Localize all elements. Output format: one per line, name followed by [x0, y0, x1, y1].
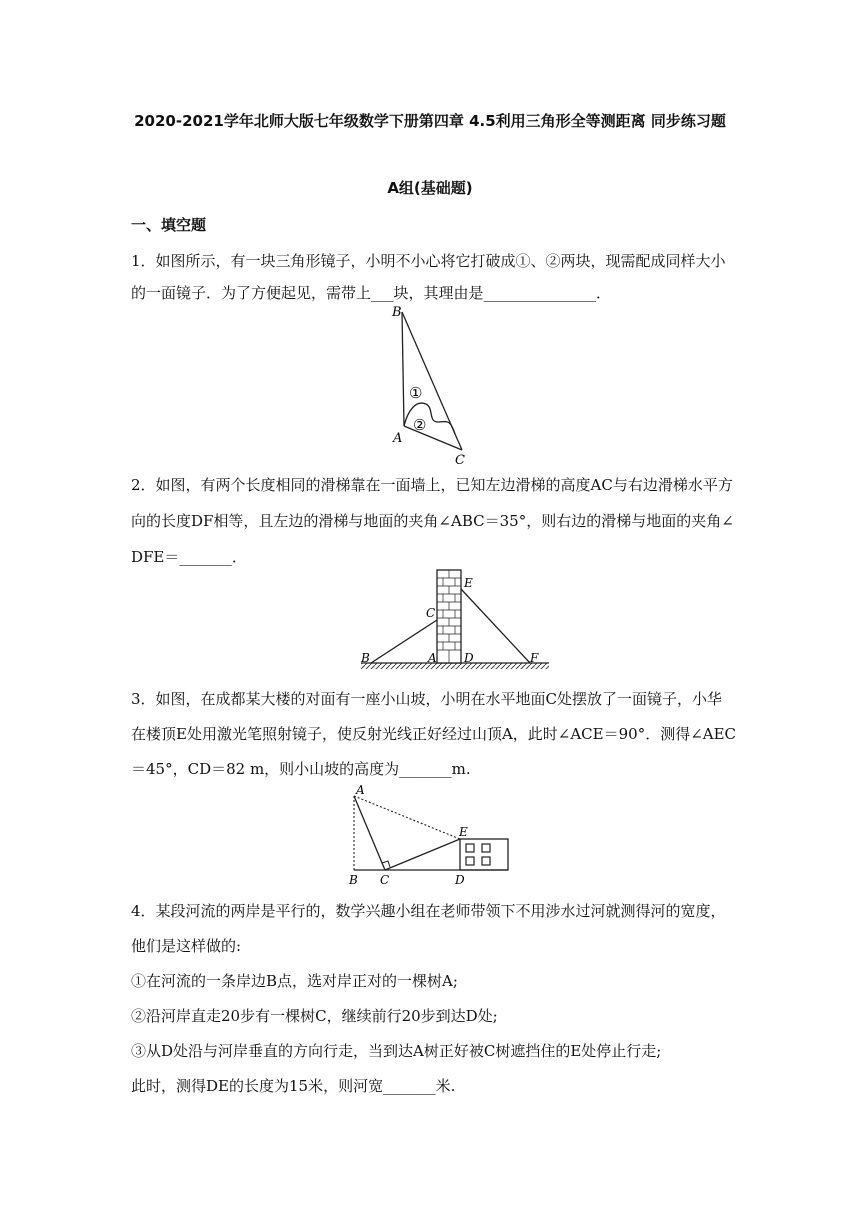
q3-line3: ＝45°，CD＝82 m，则小山坡的高度为_______m.: [131, 760, 471, 778]
group-heading: A组(基础题): [387, 179, 473, 197]
q1-label-piece1: ①: [409, 384, 423, 402]
q1-figure: [380, 300, 490, 470]
q4-step2: ②沿河岸直走20步有一棵树C，继续前行20步到达D处;: [131, 1007, 498, 1025]
q2-wall: [437, 570, 461, 663]
q1-line1: 1．如图所示，有一块三角形镜子，小明不小心将它打破成①、②两块，现需配成同样大小: [131, 252, 726, 270]
q3-figure: [340, 780, 520, 890]
q4-line2: 他们是这样做的:: [131, 937, 242, 955]
q2-line3: DFE＝_______．: [131, 548, 247, 566]
q1-label-piece2: ②: [413, 416, 427, 434]
q3-label-c: C: [380, 873, 390, 887]
q2-line2: 向的长度DF相等，且左边的滑梯与地面的夹角∠ABC＝35°，则右边的滑梯与地面的夹角∠: [131, 512, 734, 530]
q1-line2: 的一面镜子．为了方便起见，需带上___块，其理由是_______________．: [131, 284, 612, 302]
q2-line1: 2．如图，有两个长度相同的滑梯靠在一面墙上，已知左边滑梯的高度AC与右边滑梯水平方: [131, 476, 733, 494]
q2-label-b: B: [361, 651, 370, 665]
q1-label-b: B: [392, 305, 402, 320]
q3-window-1: [466, 844, 474, 852]
q3-label-d: D: [455, 873, 465, 887]
q2-label-d: D: [464, 651, 474, 665]
q4-step3: ③从D处沿与河岸垂直的方向行走，当到达A树正好被C树遮挡住的E处停止行走;: [131, 1042, 662, 1060]
q3-segment-ce: [385, 839, 460, 870]
q2-label-a: A: [428, 651, 437, 665]
q2-label-c: C: [426, 606, 436, 620]
q3-label-e: E: [459, 825, 468, 839]
q1-edge-ab: [402, 312, 404, 426]
q2-figure: [355, 565, 555, 675]
document-title: 2020-2021学年北师大版七年级数学下册第四章 4.5利用三角形全等测距离 同步练习题: [134, 112, 726, 130]
section-heading: 一、填空题: [131, 216, 207, 234]
q3-window-2: [482, 844, 490, 852]
q3-line1: 3．如图，在成都某大楼的对面有一座小山坡，小明在水平地面C处摆放了一面镜子，小华: [131, 690, 723, 708]
q3-label-a: A: [356, 783, 365, 797]
q3-line2: 在楼顶E处用激光笔照射镜子，使反射光线正好经过山顶A，此时∠ACE＝90°．测得∠AEC: [131, 725, 737, 743]
q2-label-e: E: [464, 576, 473, 590]
q4-line6: 此时，测得DE的长度为15米，则河宽_______米.: [131, 1077, 456, 1095]
q1-label-a: A: [393, 431, 403, 446]
q2-label-f: F: [530, 651, 539, 665]
q4-line1: 4．某段河流的两岸是平行的，数学兴趣小组在老师带领下不用涉水过河就测得河的宽度，: [131, 902, 726, 920]
q3-label-b: B: [349, 873, 358, 887]
q2-ground-hatch: [361, 663, 549, 669]
q1-label-c: C: [455, 453, 465, 468]
q3-window-3: [466, 857, 474, 865]
q3-window-4: [482, 857, 490, 865]
q4-step1: ①在河流的一条岸边B点，选对岸正对的一棵树A;: [131, 972, 458, 990]
